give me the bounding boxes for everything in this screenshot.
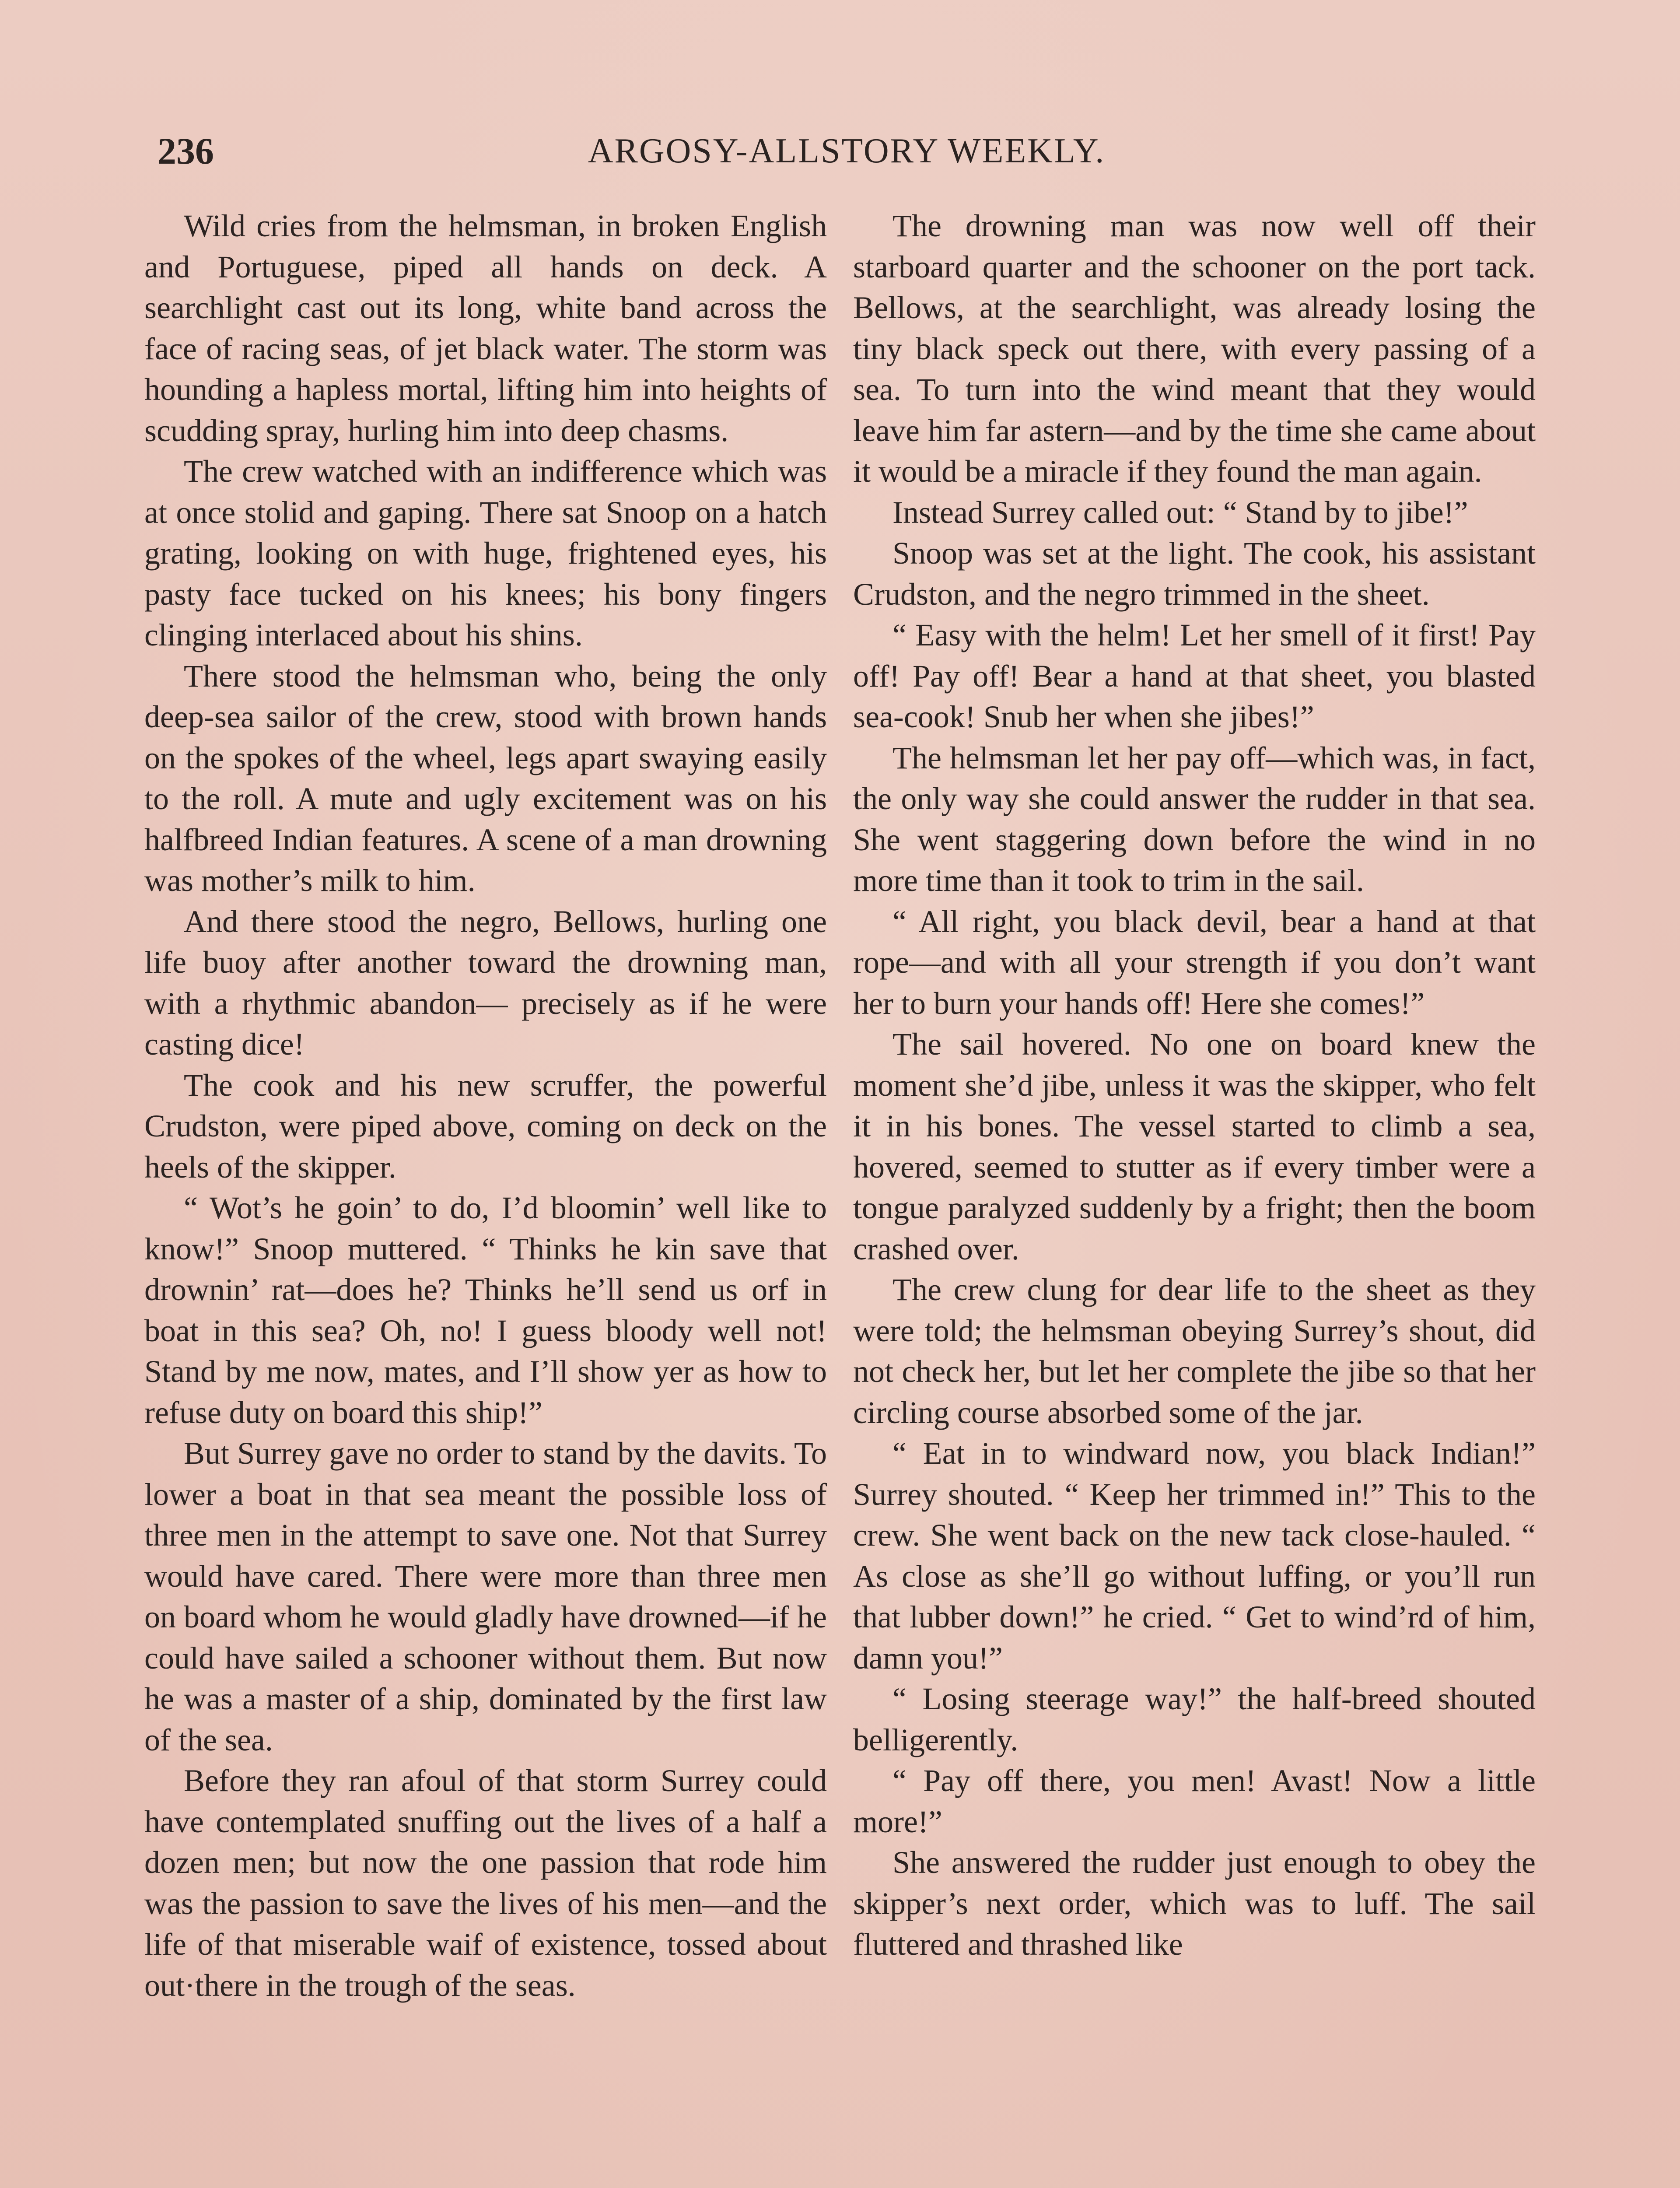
paragraph: Instead Surrey called out: “ Stand by to jibe!” bbox=[892, 494, 1468, 530]
paragraph: The drowning man was now well off their starboard quarter and the schooner on the port tack. Bellows, at the searchlight, was already losing the tiny black speck out there, with every passing of a sea. To turn into the wind meant that they would leave him far astern—and by the time she came about it would be a miracle if they found the man again. bbox=[853, 208, 1536, 489]
paragraph: “ Pay off there, you men! Avast! Now a little more!” bbox=[853, 1763, 1536, 1839]
paragraph: “ Easy with the helm! Let her smell of it first! Pay off! Pay off! Bear a hand at that sheet, you blasted sea-cook! Snub her when she jibes!” bbox=[853, 617, 1536, 734]
paragraph: And there stood the negro, Bellows, hurling one life buoy after another toward the drowning man, with a rhythmic abandon— precisely as if he were casting dice! bbox=[144, 904, 827, 1062]
paragraph: “ All right, you black devil, bear a hand at that rope—and with all your strength if you don’t want her to burn your hands off! Here she comes!” bbox=[853, 904, 1536, 1021]
paragraph: The cook and his new scruffer, the powerful Crudston, were piped above, coming on deck on the heels of the skipper. bbox=[144, 1067, 827, 1185]
paragraph: Before they ran afoul of that storm Surrey could have contemplated snuffing out the lives of a half a dozen men; but now the one passion that rode him was the passion to save the lives of his men—and the life of that miserable waif of existence, tossed about out·there in the trough of the seas. bbox=[144, 1763, 827, 2003]
page-number: 236 bbox=[158, 130, 214, 172]
text-column-right bbox=[853, 206, 1536, 2188]
paragraph: But Surrey gave no order to stand by the davits. To lower a boat in that sea meant the possible loss of three men in the attempt to save one. Not that Surrey would have cared. There were more than three men on board whom he would gladly have drowned—if he could have sailed a schooner without them. But now he was a master of a ship, dominated by the first law of the sea. bbox=[144, 1436, 827, 1757]
paragraph: Snoop was set at the light. The cook, his assistant Crudston, and the negro trimmed in the sheet. bbox=[853, 536, 1536, 612]
paragraph: The crew watched with an indifference which was at once stolid and gaping. There sat Snoop on a hatch grating, looking on with huge, frightened eyes, his pasty face tucked on his knees; his bony fingers clinging interlaced about his shins. bbox=[144, 454, 827, 652]
paragraph: The sail hovered. No one on board knew the moment she’d jibe, unless it was the skipper, who felt it in his bones. The vessel started to climb a sea, hovered, seemed to stutter as if every timber were a tongue paralyzed suddenly by a fright; then the boom crashed over. bbox=[853, 1027, 1536, 1266]
paragraph: “ Eat in to windward now, you black Indian!” Surrey shouted. “ Keep her trimmed in!” This to the crew. She went back on the new tack close-hauled. “ As close as she’ll go without luffing, or you’ll run that lubber down!” he cried. “ Get to wind’rd of him, damn you!” bbox=[853, 1436, 1536, 1676]
paragraph: The crew clung for dear life to the sheet as they were told; the helmsman obeying Surrey’s shout, did not check her, but let her complete the jibe so that her circling course absorbed some of the jar. bbox=[853, 1272, 1536, 1430]
text-column-left bbox=[144, 206, 827, 2188]
paragraph: There stood the helmsman who, being the only deep-sea sailor of the crew, stood with brown hands on the spokes of the wheel, legs apart swaying easily to the roll. A mute and ugly excitement was on his halfbreed Indian features. A scene of a man drowning was mother’s milk to him. bbox=[144, 658, 827, 898]
page-header bbox=[158, 127, 1536, 184]
running-head: ARGOSY-ALLSTORY WEEKLY. bbox=[588, 132, 1106, 170]
paragraph: The helmsman let her pay off—which was, in fact, the only way she could answer the rudder in that sea. She went staggering down before the wind in no more time than it took to trim in the sail. bbox=[853, 740, 1536, 898]
paragraph: Wild cries from the helmsman, in broken English and Portuguese, piped all hands on deck. A searchlight cast out its long, white band across the face of racing seas, of jet black water. The storm was hounding a hapless mortal, lifting him into heights of scudding spray, hurling him into deep chasms. bbox=[144, 208, 827, 448]
paragraph: “ Wot’s he goin’ to do, I’d bloomin’ well like to know!” Snoop muttered. “ Thinks he kin save that drownin’ rat—does he? Thinks he’ll send us orf in boat in this sea? Oh, no! I guess bloody well not! Stand by me now, mates, and I’ll show yer as how to refuse duty on board this ship!” bbox=[144, 1190, 827, 1430]
paragraph: “ Losing steerage way!” the half-breed shouted belligerently. bbox=[853, 1681, 1536, 1757]
paragraph: She answered the rudder just enough to obey the skipper’s next order, which was to luff. The sail fluttered and thrashed like bbox=[853, 1845, 1536, 1962]
